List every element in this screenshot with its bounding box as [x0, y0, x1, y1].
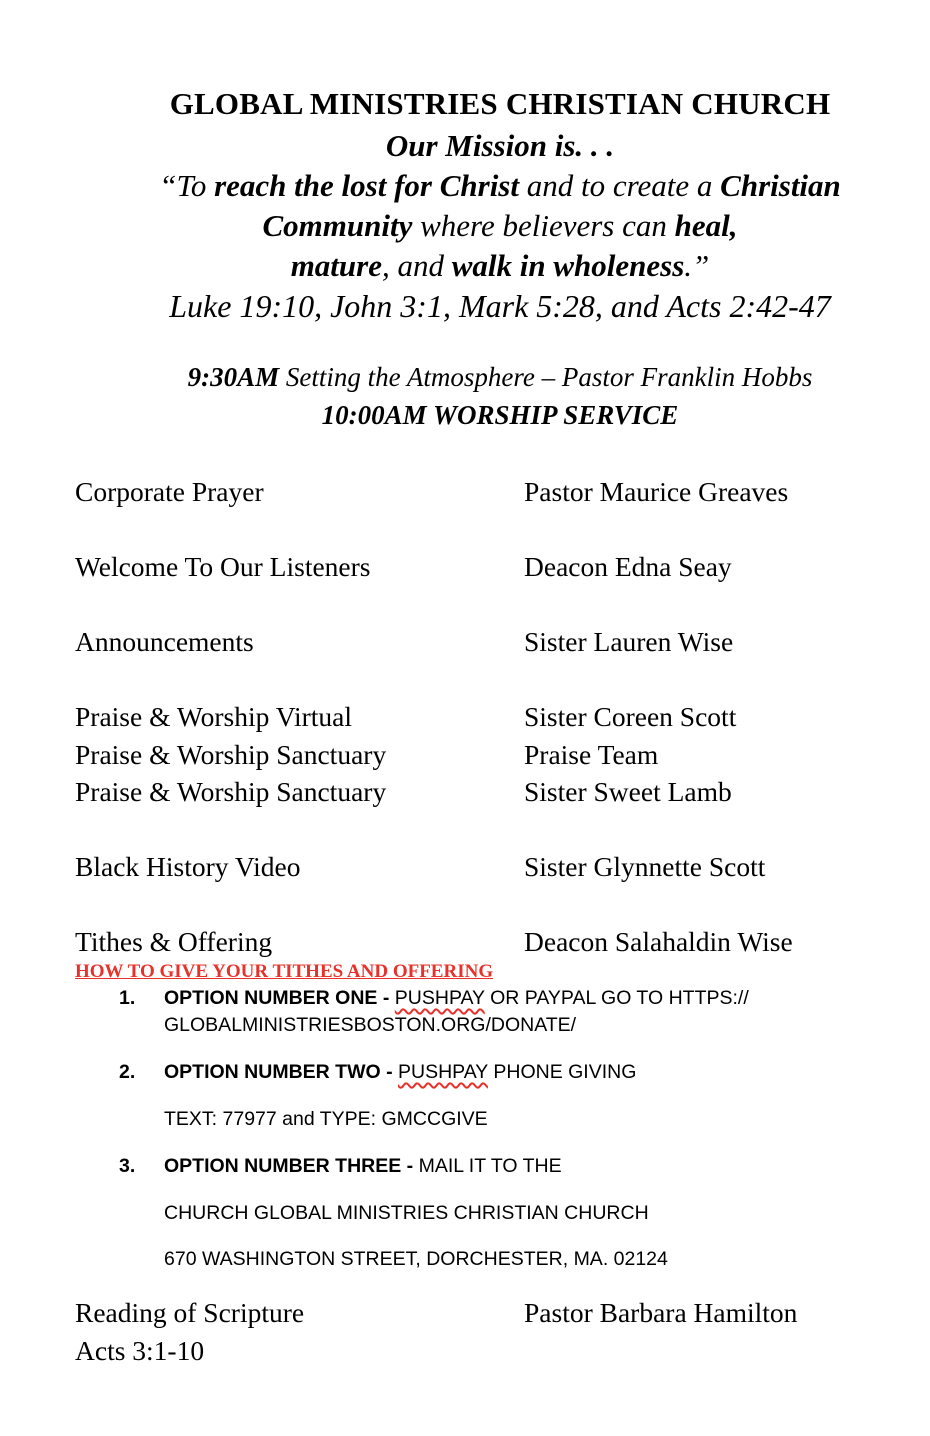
program-row: [0, 1297, 930, 1333]
option-text: MAIL IT TO THE: [418, 1155, 562, 1177]
program-item: Praise & Worship Sanctuary: [75, 739, 387, 770]
program-row: [0, 739, 930, 775]
option-text: PHONE GIVING: [487, 1061, 637, 1083]
program-row: [0, 701, 930, 737]
option-three-line-1: [164, 1155, 562, 1178]
program-row: [0, 926, 930, 962]
giving-heading: HOW TO GIVE YOUR TITHES AND OFFERING: [75, 961, 494, 982]
option-three-line-2: CHURCH GLOBAL MINISTRIES CHRISTIAN CHURCH: [164, 1202, 649, 1224]
program-person: Pastor Barbara Hamilton: [524, 1297, 798, 1328]
program-person: Pastor Maurice Greaves: [524, 476, 789, 507]
church-title: GLOBAL MINISTRIES CHRISTIAN CHURCH: [169, 86, 831, 121]
mission-emphasis: walk in wholeness: [451, 248, 685, 283]
program-item: Praise & Worship Sanctuary: [75, 776, 387, 807]
worship-service-heading: 10:00AM WORSHIP SERVICE: [321, 400, 679, 430]
scripture-references: Luke 19:10, John 3:1, Mark 5:28, and Acts 2:42-47: [169, 288, 831, 324]
program-item: Welcome To Our Listeners: [75, 551, 371, 582]
option-two-line-2: TEXT: 77977 and TYPE: GMCCGIVE: [164, 1108, 488, 1130]
atmosphere-text: Setting the Atmosphere – Pastor Franklin Hobbs: [279, 362, 813, 392]
option-label: OPTION NUMBER TWO -: [164, 1061, 398, 1083]
program-person: Deacon Edna Seay: [524, 551, 732, 582]
option-one-line-1: [164, 987, 749, 1010]
program-item: Black History Video: [75, 851, 301, 882]
option-two-line-1: [164, 1061, 636, 1084]
option-number: 1.: [119, 987, 136, 1009]
mission-text: where believers can: [412, 208, 675, 243]
program-person: Sister Sweet Lamb: [524, 776, 732, 807]
program-item: Corporate Prayer: [75, 476, 264, 507]
mission-text: and to create a: [518, 168, 721, 203]
atmosphere-line: [60, 362, 930, 393]
program-person: Deacon Salahaldin Wise: [524, 926, 793, 957]
mission-heading: Our Mission is. . .: [385, 128, 615, 163]
mission-text: .”: [684, 248, 710, 283]
program-row: [0, 551, 930, 587]
mission-emphasis: reach the lost for Christ: [214, 168, 519, 203]
option-label: OPTION NUMBER ONE -: [164, 987, 395, 1009]
mission-statement-line-2: [60, 208, 930, 244]
option-three-line-3: 670 WASHINGTON STREET, DORCHESTER, MA. 02124: [164, 1248, 668, 1270]
option-one-line-2: GLOBALMINISTRIESBOSTON.ORG/DONATE/: [164, 1014, 577, 1036]
program-row: [0, 851, 930, 887]
program-person: Praise Team: [524, 739, 659, 770]
mission-statement-line-3: [60, 248, 930, 284]
mission-emphasis: heal,: [674, 208, 738, 243]
program-person: Sister Glynnette Scott: [524, 851, 766, 882]
mission-emphasis: Community: [262, 208, 413, 243]
option-text: OR PAYPAL GO TO HTTPS://: [484, 987, 749, 1009]
program-item: Announcements: [75, 626, 254, 657]
pushpay-text: PUSHPAY: [394, 987, 485, 1009]
option-number: 3.: [119, 1155, 136, 1177]
mission-text: “To: [159, 168, 215, 203]
scripture-passage: Acts 3:1-10: [75, 1335, 205, 1366]
program-person: Sister Lauren Wise: [524, 626, 734, 657]
option-number: 2.: [119, 1061, 136, 1083]
mission-emphasis: Christian: [720, 168, 841, 203]
program-row: [0, 1335, 930, 1371]
program-item: Praise & Worship Virtual: [75, 701, 352, 732]
atmosphere-time: 9:30AM: [187, 362, 280, 392]
program-row: [0, 626, 930, 662]
mission-emphasis: mature: [290, 248, 382, 283]
mission-text: , and: [381, 248, 452, 283]
program-row: [0, 776, 930, 812]
pushpay-text: PUSHPAY: [397, 1061, 488, 1083]
program-person: Sister Coreen Scott: [524, 701, 737, 732]
program-item: Reading of Scripture: [75, 1297, 305, 1328]
program-item: Tithes & Offering: [75, 926, 273, 957]
option-label: OPTION NUMBER THREE -: [164, 1155, 419, 1177]
program-row: [0, 476, 930, 512]
mission-statement-line-1: [60, 168, 930, 204]
